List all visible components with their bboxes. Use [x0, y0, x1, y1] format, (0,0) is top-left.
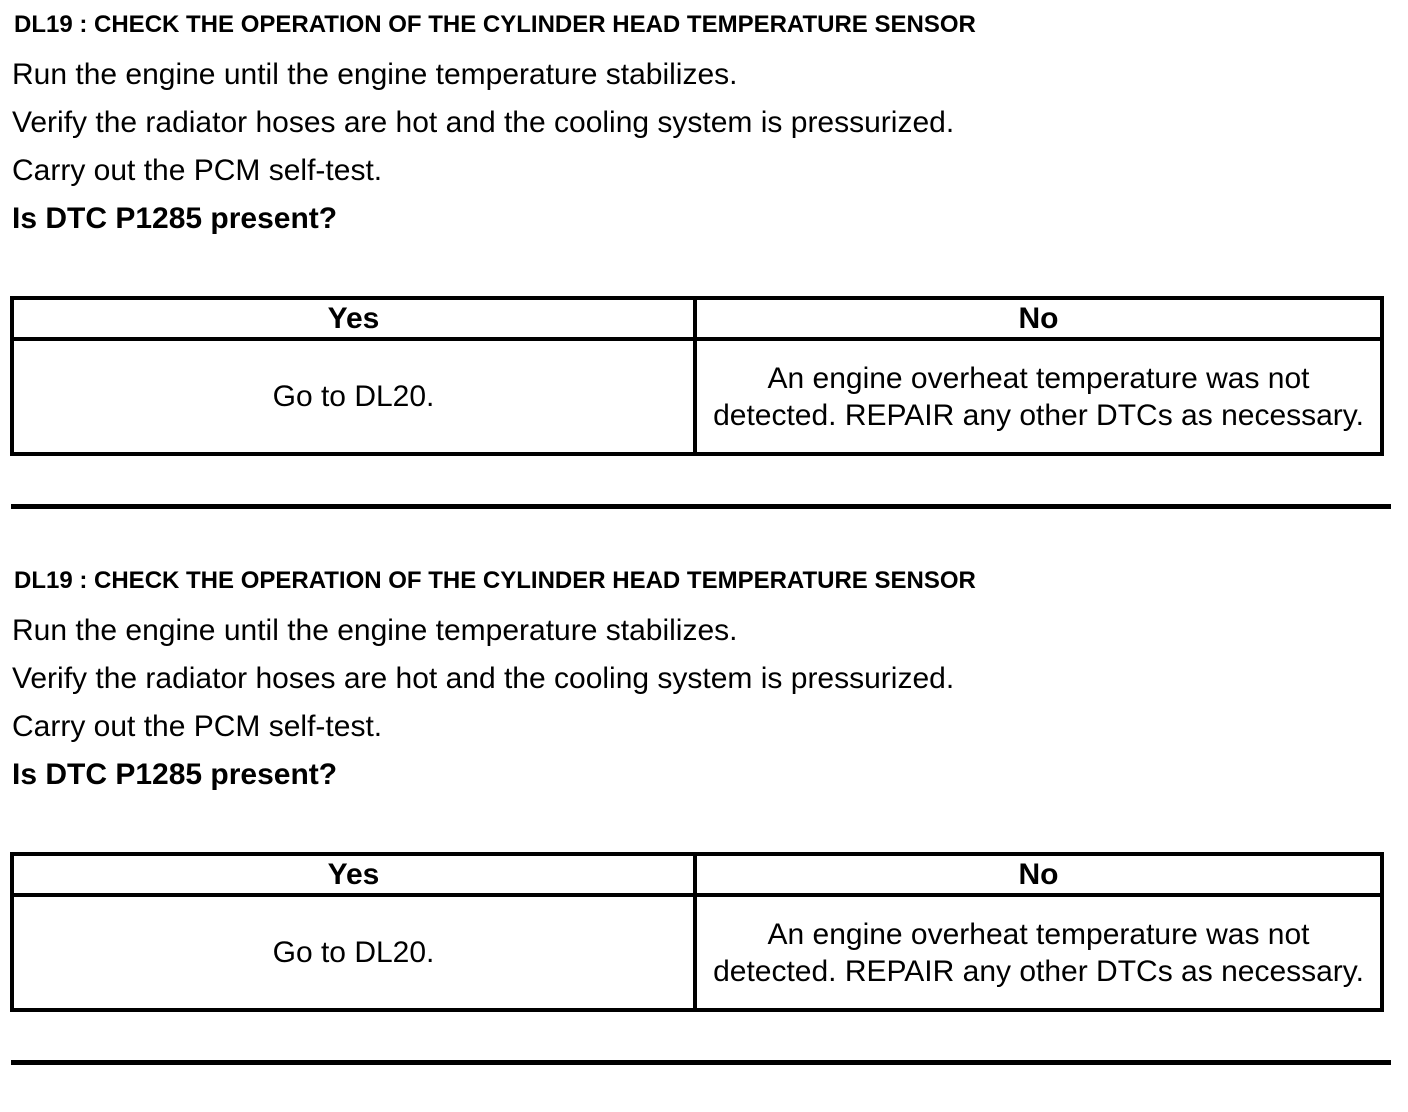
section-divider [11, 1060, 1391, 1065]
header-no: No [695, 298, 1382, 339]
header-yes: Yes [12, 854, 695, 895]
table-header-row [12, 854, 1382, 895]
no-result-cell: An engine overheat temperature was not detected. REPAIR any other DTCs as necessary. [695, 339, 1382, 454]
step-title: DL19 : CHECK THE OPERATION OF THE CYLINDER HEAD TEMPERATURE SENSOR [14, 11, 976, 38]
table-header-row [12, 298, 1382, 339]
yes-result-cell: Go to DL20. [12, 339, 695, 454]
header-no: No [695, 854, 1382, 895]
diagnostic-step-section [0, 556, 1408, 1112]
instruction-line: Carry out the PCM self-test. [12, 154, 383, 187]
table-row [12, 895, 1382, 1010]
yes-result-cell: Go to DL20. [12, 895, 695, 1010]
result-table [10, 852, 1384, 1012]
no-result-cell: An engine overheat temperature was not detected. REPAIR any other DTCs as necessary. [695, 895, 1382, 1010]
step-title: DL19 : CHECK THE OPERATION OF THE CYLINDER HEAD TEMPERATURE SENSOR [14, 567, 976, 594]
instruction-line: Carry out the PCM self-test. [12, 710, 383, 743]
instruction-line: Run the engine until the engine temperature stabilizes. [12, 58, 738, 91]
header-yes: Yes [12, 298, 695, 339]
instruction-line: Verify the radiator hoses are hot and the cooling system is pressurized. [12, 106, 955, 139]
step-question: Is DTC P1285 present? [12, 202, 338, 235]
section-divider [11, 504, 1391, 509]
step-question: Is DTC P1285 present? [12, 758, 338, 791]
instruction-line: Run the engine until the engine temperature stabilizes. [12, 614, 738, 647]
result-table [10, 296, 1384, 456]
table-row [12, 339, 1382, 454]
instruction-line: Verify the radiator hoses are hot and the cooling system is pressurized. [12, 662, 955, 695]
